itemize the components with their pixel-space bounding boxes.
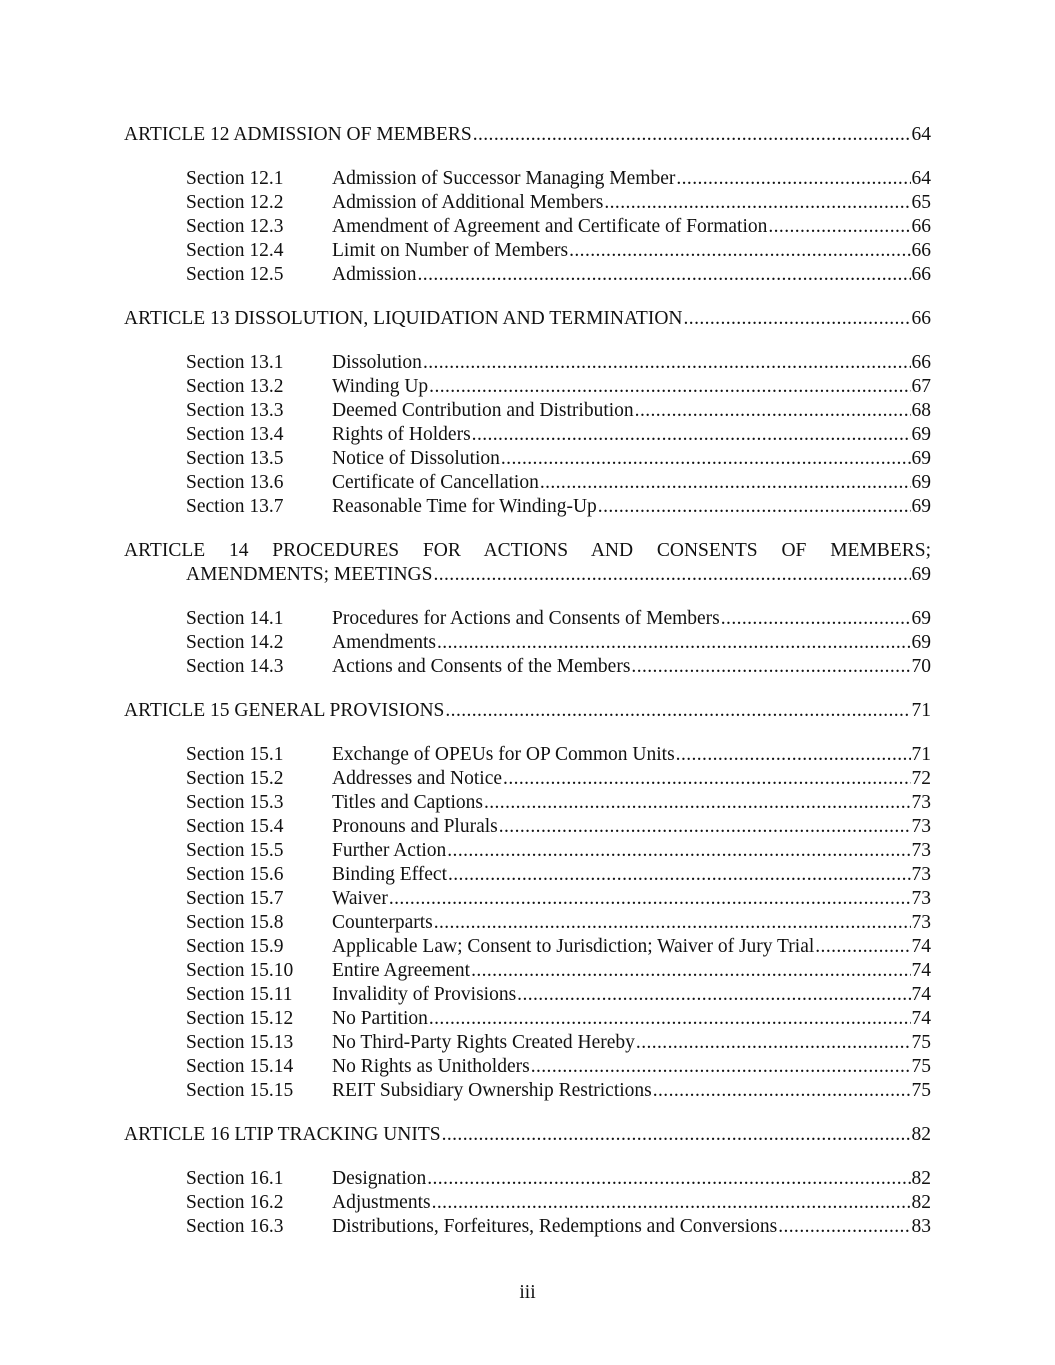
article-page-number: 69 xyxy=(911,564,931,585)
section-page-number: 75 xyxy=(911,1080,931,1101)
toc-entry[interactable] xyxy=(124,959,931,983)
section-page-number: 73 xyxy=(911,912,931,933)
toc-entry[interactable] xyxy=(124,887,931,911)
section-title: Reasonable Time for Winding-Up xyxy=(332,496,597,517)
section-list xyxy=(124,1167,931,1239)
section-number: Section 13.6 xyxy=(186,472,284,493)
article-heading[interactable] xyxy=(124,123,931,147)
section-page-number: 74 xyxy=(911,984,931,1005)
toc-entry[interactable] xyxy=(124,495,931,519)
toc-entry[interactable] xyxy=(124,423,931,447)
dot-leader xyxy=(437,631,911,655)
section-list xyxy=(124,743,931,1103)
section-page-number: 72 xyxy=(911,768,931,789)
section-title: No Partition xyxy=(332,1008,428,1029)
section-list xyxy=(124,607,931,679)
section-number: Section 15.7 xyxy=(186,888,284,909)
section-title: Admission xyxy=(332,264,417,285)
dot-leader xyxy=(540,471,911,495)
section-number: Section 13.5 xyxy=(186,448,284,469)
section-number: Section 15.13 xyxy=(186,1032,294,1053)
article-heading[interactable] xyxy=(124,699,931,723)
dot-leader xyxy=(447,839,910,863)
section-number: Section 12.4 xyxy=(186,240,284,261)
section-number: Section 15.5 xyxy=(186,840,284,861)
toc-entry[interactable] xyxy=(124,791,931,815)
section-title: Applicable Law; Consent to Jurisdiction; Waiver of Jury Trial xyxy=(332,936,815,957)
dot-leader xyxy=(653,1079,911,1103)
section-title: Amendment of Agreement and Certificate of Formation xyxy=(332,216,768,237)
footer-page-number: iii xyxy=(519,1282,536,1303)
section-list xyxy=(124,351,931,519)
section-title: Admission of Successor Managing Member xyxy=(332,168,676,189)
toc-entry[interactable] xyxy=(124,743,931,767)
section-number: Section 16.3 xyxy=(186,1216,284,1237)
section-page-number: 73 xyxy=(911,864,931,885)
section-number: Section 15.9 xyxy=(186,936,284,957)
section-title: Distributions, Forfeitures, Redemptions and Conversions xyxy=(332,1216,778,1237)
section-number: Section 14.3 xyxy=(186,656,284,677)
section-number: Section 13.2 xyxy=(186,376,284,397)
section-number: Section 15.8 xyxy=(186,912,284,933)
section-page-number: 74 xyxy=(911,960,931,981)
dot-leader xyxy=(427,1167,910,1191)
toc-entry[interactable] xyxy=(124,1031,931,1055)
article-title: ARTICLE 15 GENERAL PROVISIONS xyxy=(124,700,445,721)
dot-leader xyxy=(517,983,910,1007)
dot-leader xyxy=(569,239,910,263)
section-page-number: 69 xyxy=(911,496,931,517)
section-number: Section 15.4 xyxy=(186,816,284,837)
toc-entry[interactable] xyxy=(124,191,931,215)
dot-leader xyxy=(598,495,911,519)
section-page-number: 66 xyxy=(911,352,931,373)
article-heading[interactable] xyxy=(124,1123,931,1147)
section-title: Waiver xyxy=(332,888,388,909)
section-title: Designation xyxy=(332,1168,427,1189)
toc-entry[interactable] xyxy=(124,607,931,631)
section-number: Section 15.6 xyxy=(186,864,284,885)
toc-entry[interactable] xyxy=(124,1191,931,1215)
section-number: Section 15.3 xyxy=(186,792,284,813)
section-page-number: 75 xyxy=(911,1032,931,1053)
dot-leader xyxy=(531,1055,911,1079)
section-number: Section 12.1 xyxy=(186,168,284,189)
section-page-number: 65 xyxy=(911,192,931,213)
section-title: Winding Up xyxy=(332,376,429,397)
section-title: Procedures for Actions and Consents of Members xyxy=(332,608,720,629)
toc-entry[interactable] xyxy=(124,239,931,263)
dot-leader xyxy=(768,215,910,239)
dot-leader xyxy=(433,563,910,587)
dot-leader xyxy=(501,447,911,471)
section-title: Titles and Captions xyxy=(332,792,483,813)
toc-entry[interactable] xyxy=(124,767,931,791)
section-page-number: 71 xyxy=(911,744,931,765)
table-of-contents xyxy=(124,123,931,1259)
dot-leader xyxy=(676,167,910,191)
section-number: Section 15.1 xyxy=(186,744,284,765)
toc-entry[interactable] xyxy=(124,167,931,191)
section-title: Admission of Additional Members xyxy=(332,192,604,213)
dot-leader xyxy=(815,935,910,959)
dot-leader xyxy=(778,1215,910,1239)
section-page-number: 73 xyxy=(911,792,931,813)
section-page-number: 69 xyxy=(911,472,931,493)
dot-leader xyxy=(484,791,911,815)
dot-leader xyxy=(636,1031,911,1055)
section-number: Section 15.15 xyxy=(186,1080,294,1101)
section-page-number: 70 xyxy=(911,656,931,677)
section-number: Section 15.2 xyxy=(186,768,284,789)
section-title: Amendments xyxy=(332,632,436,653)
section-title: Adjustments xyxy=(332,1192,431,1213)
toc-entry[interactable] xyxy=(124,1055,931,1079)
section-title: Exchange of OPEUs for OP Common Units xyxy=(332,744,675,765)
section-title: Notice of Dissolution xyxy=(332,448,500,469)
section-page-number: 66 xyxy=(911,240,931,261)
toc-entry[interactable] xyxy=(124,911,931,935)
section-title: Certificate of Cancellation xyxy=(332,472,539,493)
article-12 xyxy=(124,123,931,287)
toc-entry[interactable] xyxy=(124,631,931,655)
article-16 xyxy=(124,1123,931,1239)
section-title: Further Action xyxy=(332,840,447,861)
dot-leader xyxy=(684,307,911,331)
toc-entry[interactable] xyxy=(124,983,931,1007)
dot-leader xyxy=(423,351,911,375)
dot-leader xyxy=(499,815,911,839)
section-number: Section 13.7 xyxy=(186,496,284,517)
article-title: ARTICLE 12 ADMISSION OF MEMBERS xyxy=(124,124,472,145)
section-page-number: 69 xyxy=(911,448,931,469)
toc-entry[interactable] xyxy=(124,351,931,375)
article-15 xyxy=(124,699,931,1103)
dot-leader xyxy=(631,655,910,679)
toc-entry[interactable] xyxy=(124,863,931,887)
section-title: Entire Agreement xyxy=(332,960,471,981)
toc-entry[interactable] xyxy=(124,263,931,287)
dot-leader xyxy=(721,607,911,631)
section-page-number: 69 xyxy=(911,608,931,629)
section-number: Section 15.10 xyxy=(186,960,294,981)
dot-leader xyxy=(472,423,911,447)
section-title: Pronouns and Plurals xyxy=(332,816,498,837)
article-title: ARTICLE 14 PROCEDURES FOR ACTIONS AND CONSENTS OF MEMBERS; xyxy=(124,540,931,561)
article-heading[interactable] xyxy=(124,307,931,331)
section-page-number: 69 xyxy=(911,632,931,653)
dot-leader xyxy=(503,767,910,791)
toc-entry[interactable] xyxy=(124,655,931,679)
dot-leader xyxy=(676,743,911,767)
section-page-number: 66 xyxy=(911,216,931,237)
section-list xyxy=(124,167,931,287)
section-title: Binding Effect xyxy=(332,864,447,885)
section-page-number: 73 xyxy=(911,816,931,837)
section-number: Section 16.2 xyxy=(186,1192,284,1213)
article-title: ARTICLE 13 DISSOLUTION, LIQUIDATION AND TERMINATION xyxy=(124,308,683,329)
article-page-number: 82 xyxy=(911,1124,931,1145)
toc-entry[interactable] xyxy=(124,1007,931,1031)
toc-entry[interactable] xyxy=(124,1215,931,1239)
dot-leader xyxy=(389,887,911,911)
toc-entry[interactable] xyxy=(124,447,931,471)
section-number: Section 12.5 xyxy=(186,264,284,285)
dot-leader xyxy=(473,123,911,147)
section-page-number: 74 xyxy=(911,936,931,957)
section-number: Section 13.4 xyxy=(186,424,284,445)
section-page-number: 64 xyxy=(911,168,931,189)
section-title: Dissolution xyxy=(332,352,422,373)
section-title: No Third-Party Rights Created Hereby xyxy=(332,1032,635,1053)
dot-leader xyxy=(471,959,910,983)
dot-leader xyxy=(429,375,910,399)
section-number: Section 12.2 xyxy=(186,192,284,213)
toc-entry[interactable] xyxy=(124,1079,931,1103)
dot-leader xyxy=(418,263,911,287)
section-number: Section 15.11 xyxy=(186,984,293,1005)
section-page-number: 73 xyxy=(911,840,931,861)
toc-entry[interactable] xyxy=(124,839,931,863)
section-page-number: 66 xyxy=(911,264,931,285)
toc-entry[interactable] xyxy=(124,935,931,959)
toc-entry[interactable] xyxy=(124,399,931,423)
article-13 xyxy=(124,307,931,519)
section-number: Section 15.14 xyxy=(186,1056,294,1077)
section-number: Section 14.1 xyxy=(186,608,284,629)
section-title: Invalidity of Provisions xyxy=(332,984,517,1005)
section-title: Rights of Holders xyxy=(332,424,471,445)
section-page-number: 69 xyxy=(911,424,931,445)
article-heading-line-1[interactable] xyxy=(124,539,931,563)
section-number: Section 16.1 xyxy=(186,1168,284,1189)
toc-entry[interactable] xyxy=(124,815,931,839)
section-page-number: 68 xyxy=(911,400,931,421)
section-title: No Rights as Unitholders xyxy=(332,1056,530,1077)
section-title: REIT Subsidiary Ownership Restrictions xyxy=(332,1080,652,1101)
dot-leader xyxy=(434,911,911,935)
article-title: ARTICLE 16 LTIP TRACKING UNITS xyxy=(124,1124,441,1145)
dot-leader xyxy=(445,699,910,723)
article-page-number: 66 xyxy=(911,308,931,329)
dot-leader xyxy=(442,1123,911,1147)
article-title-continued: AMENDMENTS; MEETINGS xyxy=(186,564,433,585)
page-footer xyxy=(0,1281,1055,1305)
article-page-number: 71 xyxy=(911,700,931,721)
section-title: Actions and Consents of the Members xyxy=(332,656,631,677)
section-number: Section 14.2 xyxy=(186,632,284,653)
section-number: Section 15.12 xyxy=(186,1008,294,1029)
dot-leader xyxy=(448,863,911,887)
section-page-number: 73 xyxy=(911,888,931,909)
section-number: Section 13.3 xyxy=(186,400,284,421)
article-page-number: 64 xyxy=(911,124,931,145)
dot-leader xyxy=(635,399,911,423)
dot-leader xyxy=(604,191,910,215)
section-number: Section 12.3 xyxy=(186,216,284,237)
section-title: Deemed Contribution and Distribution xyxy=(332,400,634,421)
section-title: Limit on Number of Members xyxy=(332,240,569,261)
dot-leader xyxy=(429,1007,911,1031)
section-page-number: 75 xyxy=(911,1056,931,1077)
toc-entry[interactable] xyxy=(124,215,931,239)
section-title: Addresses and Notice xyxy=(332,768,503,789)
article-14 xyxy=(124,539,931,679)
section-title: Counterparts xyxy=(332,912,433,933)
section-number: Section 13.1 xyxy=(186,352,284,373)
toc-entry[interactable] xyxy=(124,375,931,399)
toc-entry[interactable] xyxy=(124,471,931,495)
section-page-number: 74 xyxy=(911,1008,931,1029)
section-page-number: 82 xyxy=(911,1168,931,1189)
section-page-number: 83 xyxy=(911,1216,931,1237)
section-page-number: 67 xyxy=(911,376,931,397)
dot-leader xyxy=(432,1191,911,1215)
article-heading-line-2[interactable] xyxy=(124,563,931,587)
toc-entry[interactable] xyxy=(124,1167,931,1191)
section-page-number: 82 xyxy=(911,1192,931,1213)
